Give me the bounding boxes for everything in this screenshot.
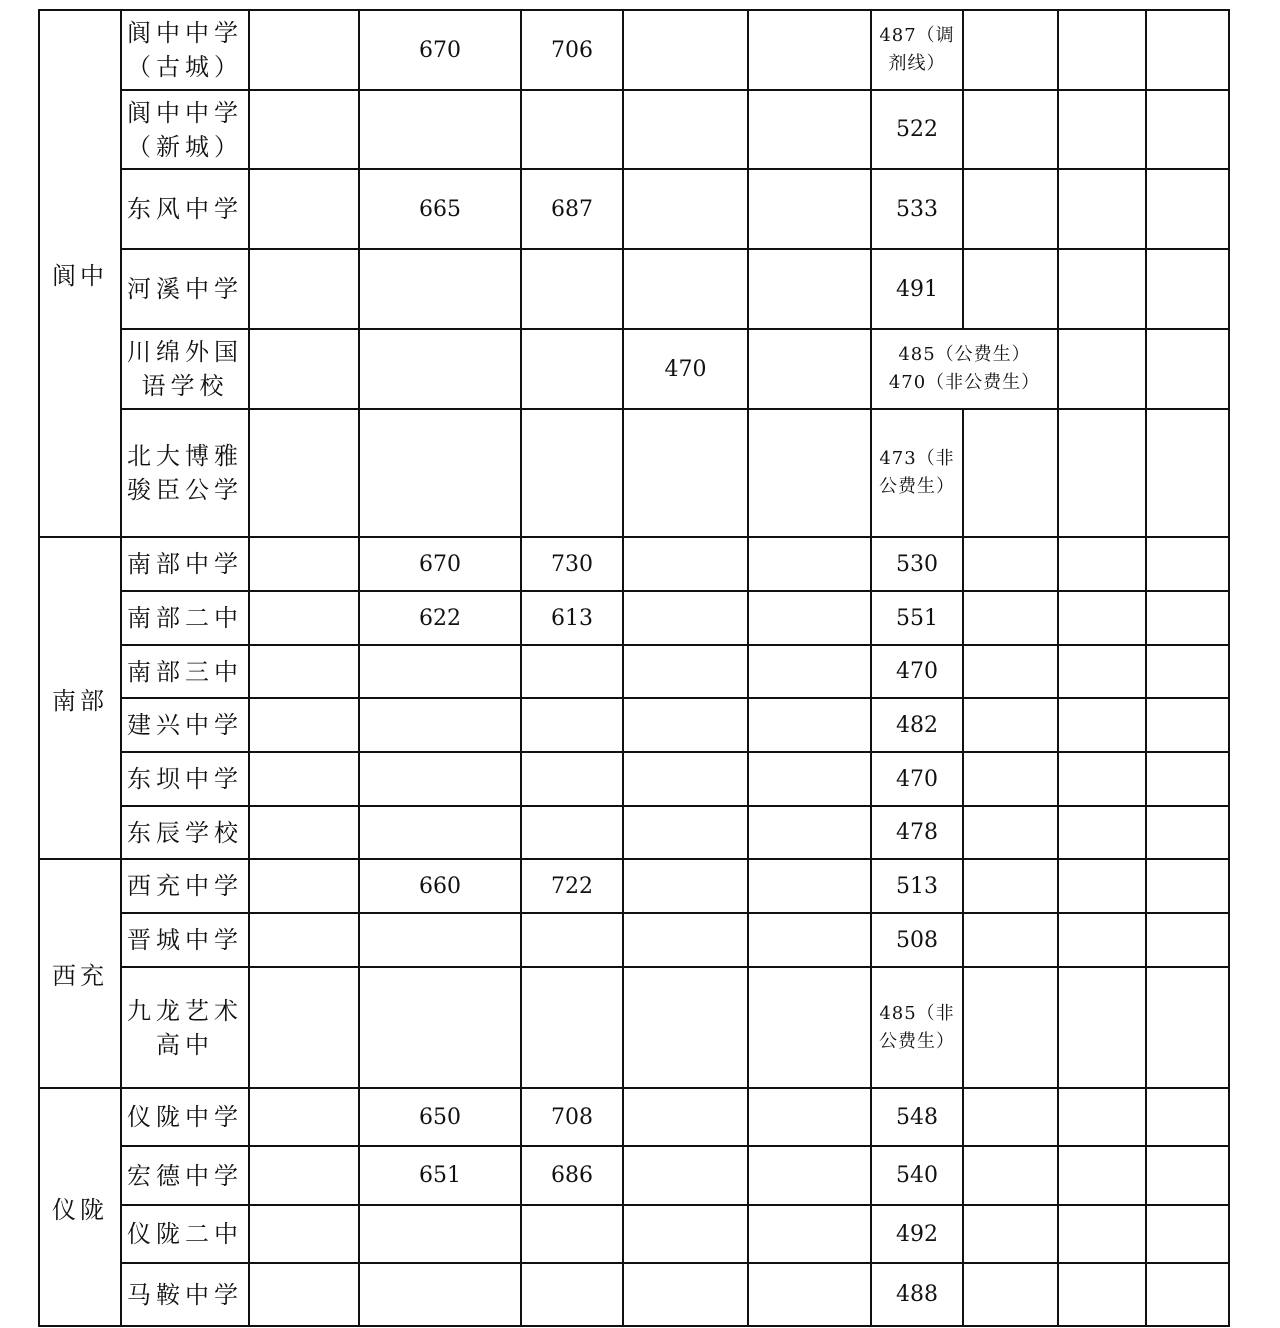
empty-cell <box>1146 10 1229 90</box>
empty-cell <box>1058 90 1146 169</box>
score-cell <box>249 10 359 90</box>
score-cell <box>249 329 359 409</box>
empty-cell <box>963 859 1058 913</box>
score-cell <box>623 645 748 698</box>
score-cell <box>359 752 521 806</box>
empty-cell <box>963 409 1058 537</box>
school-name-cell: 仪陇二中 <box>121 1205 249 1263</box>
score-cell <box>359 249 521 329</box>
score-cell <box>249 913 359 967</box>
score-cell <box>521 409 623 537</box>
score-cell <box>249 249 359 329</box>
score-cell: 650 <box>359 1088 521 1146</box>
empty-cell <box>963 913 1058 967</box>
score-cell <box>748 90 871 169</box>
score-cell <box>359 90 521 169</box>
score-cell <box>748 913 871 967</box>
school-name-cell: 西充中学 <box>121 859 249 913</box>
empty-cell <box>1146 752 1229 806</box>
score-cell <box>748 645 871 698</box>
empty-cell <box>1146 249 1229 329</box>
score-cell <box>359 1205 521 1263</box>
school-name-cell: 南部二中 <box>121 591 249 645</box>
region-cell: 西充 <box>39 859 121 1088</box>
empty-cell <box>1058 1205 1146 1263</box>
score-cell <box>623 859 748 913</box>
score-line-cell: 492 <box>871 1205 963 1263</box>
score-cell <box>623 591 748 645</box>
score-cell <box>748 752 871 806</box>
table-row <box>39 1205 1229 1263</box>
score-cell <box>623 806 748 859</box>
score-cell <box>521 698 623 752</box>
empty-cell <box>1146 913 1229 967</box>
score-cell <box>249 169 359 249</box>
score-cell <box>521 329 623 409</box>
score-cell <box>623 10 748 90</box>
empty-cell <box>1146 645 1229 698</box>
empty-cell <box>1058 169 1146 249</box>
empty-cell <box>1058 1088 1146 1146</box>
empty-cell <box>963 806 1058 859</box>
school-name-cell: 东辰学校 <box>121 806 249 859</box>
empty-cell <box>963 249 1058 329</box>
empty-cell <box>1146 90 1229 169</box>
region-cell: 仪陇 <box>39 1088 121 1326</box>
empty-cell <box>1058 409 1146 537</box>
score-cell <box>623 752 748 806</box>
school-name-cell: 河溪中学 <box>121 249 249 329</box>
table-row <box>39 329 1229 409</box>
score-cell <box>249 409 359 537</box>
score-cell <box>748 967 871 1088</box>
score-line-cell: 485（公费生） 470（非公费生） <box>871 329 1058 409</box>
school-name-cell: 马鞍中学 <box>121 1263 249 1326</box>
empty-cell <box>1058 329 1146 409</box>
score-cell: 686 <box>521 1146 623 1205</box>
score-cell <box>748 1088 871 1146</box>
score-line-cell: 533 <box>871 169 963 249</box>
empty-cell <box>1146 698 1229 752</box>
score-cell <box>249 806 359 859</box>
score-line-cell: 508 <box>871 913 963 967</box>
empty-cell <box>1146 1263 1229 1326</box>
score-cell <box>748 698 871 752</box>
school-name-cell: 九龙艺术高中 <box>121 967 249 1088</box>
empty-cell <box>1146 967 1229 1088</box>
table-row <box>39 806 1229 859</box>
score-cell <box>359 967 521 1088</box>
score-cell: 622 <box>359 591 521 645</box>
score-cell: 706 <box>521 10 623 90</box>
score-cell <box>521 645 623 698</box>
school-name-cell: 宏德中学 <box>121 1146 249 1205</box>
school-name-cell: 北大博雅骏臣公学 <box>121 409 249 537</box>
empty-cell <box>1058 1263 1146 1326</box>
score-cell <box>748 859 871 913</box>
score-cell <box>623 967 748 1088</box>
table-row <box>39 1263 1229 1326</box>
score-cell <box>748 1263 871 1326</box>
empty-cell <box>1058 913 1146 967</box>
empty-cell <box>1058 249 1146 329</box>
empty-cell <box>1146 409 1229 537</box>
empty-cell <box>963 537 1058 591</box>
empty-cell <box>963 698 1058 752</box>
empty-cell <box>1146 329 1229 409</box>
score-cell <box>249 698 359 752</box>
empty-cell <box>1146 859 1229 913</box>
score-cell <box>521 806 623 859</box>
empty-cell <box>1146 1205 1229 1263</box>
empty-cell <box>963 90 1058 169</box>
score-cell <box>359 698 521 752</box>
score-cell: 613 <box>521 591 623 645</box>
score-cell <box>521 1205 623 1263</box>
score-cell <box>521 1263 623 1326</box>
score-cell <box>623 169 748 249</box>
score-cell <box>249 1205 359 1263</box>
table-row <box>39 249 1229 329</box>
table-row <box>39 913 1229 967</box>
score-line-cell: 551 <box>871 591 963 645</box>
score-line-cell: 487（调剂线） <box>871 10 963 90</box>
score-cell: 670 <box>359 537 521 591</box>
score-cell <box>359 806 521 859</box>
empty-cell <box>1146 537 1229 591</box>
empty-cell <box>1058 859 1146 913</box>
score-cell: 730 <box>521 537 623 591</box>
score-cell <box>748 1146 871 1205</box>
score-line-cell: 540 <box>871 1146 963 1205</box>
empty-cell <box>963 10 1058 90</box>
school-name-cell: 仪陇中学 <box>121 1088 249 1146</box>
table-row <box>39 90 1229 169</box>
score-line-cell: 513 <box>871 859 963 913</box>
score-cell <box>748 169 871 249</box>
score-cell <box>748 537 871 591</box>
region-cell: 南部 <box>39 537 121 859</box>
school-name-cell: 南部中学 <box>121 537 249 591</box>
score-cell <box>623 1205 748 1263</box>
score-cell: 722 <box>521 859 623 913</box>
empty-cell <box>1146 806 1229 859</box>
score-cell <box>623 537 748 591</box>
empty-cell <box>1058 698 1146 752</box>
score-cell: 660 <box>359 859 521 913</box>
score-cell <box>748 249 871 329</box>
score-table <box>38 9 1230 1327</box>
table-row <box>39 537 1229 591</box>
score-cell <box>748 591 871 645</box>
score-cell <box>623 1146 748 1205</box>
score-cell <box>623 409 748 537</box>
school-name-cell: 东风中学 <box>121 169 249 249</box>
empty-cell <box>1058 967 1146 1088</box>
score-cell <box>623 1088 748 1146</box>
table-row <box>39 645 1229 698</box>
school-name-cell: 阆中中学（新城） <box>121 90 249 169</box>
table-row <box>39 10 1229 90</box>
table-row <box>39 967 1229 1088</box>
empty-cell <box>963 169 1058 249</box>
empty-cell <box>963 645 1058 698</box>
score-cell <box>521 967 623 1088</box>
score-line-cell: 491 <box>871 249 963 329</box>
school-name-cell: 东坝中学 <box>121 752 249 806</box>
score-cell: 687 <box>521 169 623 249</box>
score-line-cell: 488 <box>871 1263 963 1326</box>
empty-cell <box>1146 1146 1229 1205</box>
score-cell: 651 <box>359 1146 521 1205</box>
score-line-cell: 522 <box>871 90 963 169</box>
score-cell <box>748 329 871 409</box>
score-cell <box>249 859 359 913</box>
empty-cell <box>1058 752 1146 806</box>
score-cell <box>623 249 748 329</box>
empty-cell <box>1058 10 1146 90</box>
empty-cell <box>1058 806 1146 859</box>
empty-cell <box>963 591 1058 645</box>
score-cell <box>623 90 748 169</box>
score-cell <box>748 806 871 859</box>
score-line-cell: 482 <box>871 698 963 752</box>
score-cell <box>249 1146 359 1205</box>
score-cell <box>521 752 623 806</box>
empty-cell <box>1058 537 1146 591</box>
table-row <box>39 752 1229 806</box>
empty-cell <box>1146 169 1229 249</box>
score-line-cell: 530 <box>871 537 963 591</box>
score-cell <box>521 249 623 329</box>
score-line-cell: 470 <box>871 752 963 806</box>
empty-cell <box>963 1146 1058 1205</box>
region-cell: 阆中 <box>39 10 121 537</box>
score-cell <box>249 967 359 1088</box>
empty-cell <box>1058 1146 1146 1205</box>
score-cell <box>623 698 748 752</box>
table-row <box>39 591 1229 645</box>
empty-cell <box>963 1205 1058 1263</box>
empty-cell <box>963 1263 1058 1326</box>
score-cell <box>359 913 521 967</box>
school-name-cell: 南部三中 <box>121 645 249 698</box>
score-cell <box>359 329 521 409</box>
empty-cell <box>1058 591 1146 645</box>
score-line-cell: 548 <box>871 1088 963 1146</box>
score-cell: 670 <box>359 10 521 90</box>
table-row <box>39 1146 1229 1205</box>
score-line-cell: 473（非公费生） <box>871 409 963 537</box>
empty-cell <box>963 1088 1058 1146</box>
table-row <box>39 859 1229 913</box>
empty-cell <box>1146 1088 1229 1146</box>
school-name-cell: 晋城中学 <box>121 913 249 967</box>
school-name-cell: 川绵外国语学校 <box>121 329 249 409</box>
score-line-cell: 478 <box>871 806 963 859</box>
score-cell <box>748 10 871 90</box>
score-cell <box>249 537 359 591</box>
table-row <box>39 698 1229 752</box>
score-cell <box>249 90 359 169</box>
score-cell <box>748 1205 871 1263</box>
score-cell <box>249 645 359 698</box>
score-cell <box>623 1263 748 1326</box>
score-cell: 665 <box>359 169 521 249</box>
score-cell <box>359 645 521 698</box>
score-cell <box>359 1263 521 1326</box>
empty-cell <box>1058 645 1146 698</box>
score-line-cell: 470 <box>871 645 963 698</box>
score-cell <box>249 752 359 806</box>
empty-cell <box>963 752 1058 806</box>
empty-cell <box>1146 591 1229 645</box>
empty-cell <box>963 967 1058 1088</box>
table-row <box>39 169 1229 249</box>
score-table-body <box>39 10 1229 1326</box>
score-cell <box>521 913 623 967</box>
score-cell <box>249 591 359 645</box>
score-cell <box>748 409 871 537</box>
school-name-cell: 建兴中学 <box>121 698 249 752</box>
school-name-cell: 阆中中学（古城） <box>121 10 249 90</box>
score-cell: 708 <box>521 1088 623 1146</box>
score-cell <box>359 409 521 537</box>
table-row <box>39 409 1229 537</box>
score-cell <box>249 1263 359 1326</box>
table-row <box>39 1088 1229 1146</box>
score-cell: 470 <box>623 329 748 409</box>
score-line-cell: 485（非公费生） <box>871 967 963 1088</box>
score-cell <box>249 1088 359 1146</box>
score-cell <box>521 90 623 169</box>
score-cell <box>623 913 748 967</box>
